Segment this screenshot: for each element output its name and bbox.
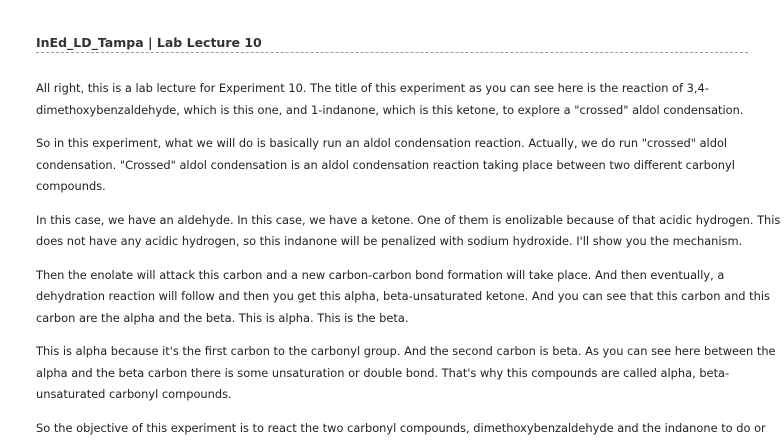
paragraph [36, 341, 776, 406]
text-line: All right, this is a lab lecture for Experiment 10. The title of this experiment as you can see here is the reaction of 3,4- [36, 81, 709, 95]
paragraph [36, 265, 770, 330]
paragraph [36, 418, 766, 440]
document-header [36, 35, 748, 53]
text-line: In this case, we have an aldehyde. In this case, we have a ketone. One of them is enolizable because of that acidic hydrogen. This [36, 212, 781, 227]
document-title: InEd_LD_Tampa | Lab Lecture 10 [36, 35, 262, 50]
paragraph [36, 133, 748, 198]
text-line: dimethoxybenzaldehyde, which is this one, and 1-indanone, which is this ketone, to explore a "crossed" aldol condensation. [36, 102, 744, 117]
paragraph [36, 210, 781, 253]
text-line: dehydration reaction will follow and then you get this alpha, beta-unsaturated ketone. And you can see that this carbon and this [36, 289, 770, 303]
text-line: does not have any acidic hydrogen, so this indanone will be penalized with sodium hydroxide. I'll show you the mechanism. [36, 234, 743, 248]
text-line: compounds. [36, 179, 106, 193]
text-line: So the objective of this experiment is to react the two carbonyl compounds, dimethoxybenzaldehyde and the indanone to do or [36, 420, 766, 435]
text-line: alpha and the beta carbon there is some unsaturation or double bond. That's why this compounds are called alpha, beta- [36, 365, 730, 380]
transcript-body [36, 78, 781, 441]
text-line: unsaturated carbonyl compounds. [36, 387, 232, 401]
text-line: condensation. "Crossed" aldol condensation is an aldol condensation reaction taking place between two different carbonyl [36, 157, 735, 172]
text-line: So in this experiment, what we will do is basically run an aldol condensation reaction. Actually, we do run "crossed" aldol [36, 136, 728, 150]
text-line: carbon are the alpha and the beta. This is alpha. This is the beta. [36, 310, 409, 325]
text-line: Then the enolate will attack this carbon and a new carbon-carbon bond formation will take place. And then eventually, a [36, 267, 725, 282]
text-line: This is alpha because it's the first carbon to the carbonyl group. And the second carbon is beta. As you can see here between the [36, 344, 776, 358]
paragraph [36, 78, 748, 121]
